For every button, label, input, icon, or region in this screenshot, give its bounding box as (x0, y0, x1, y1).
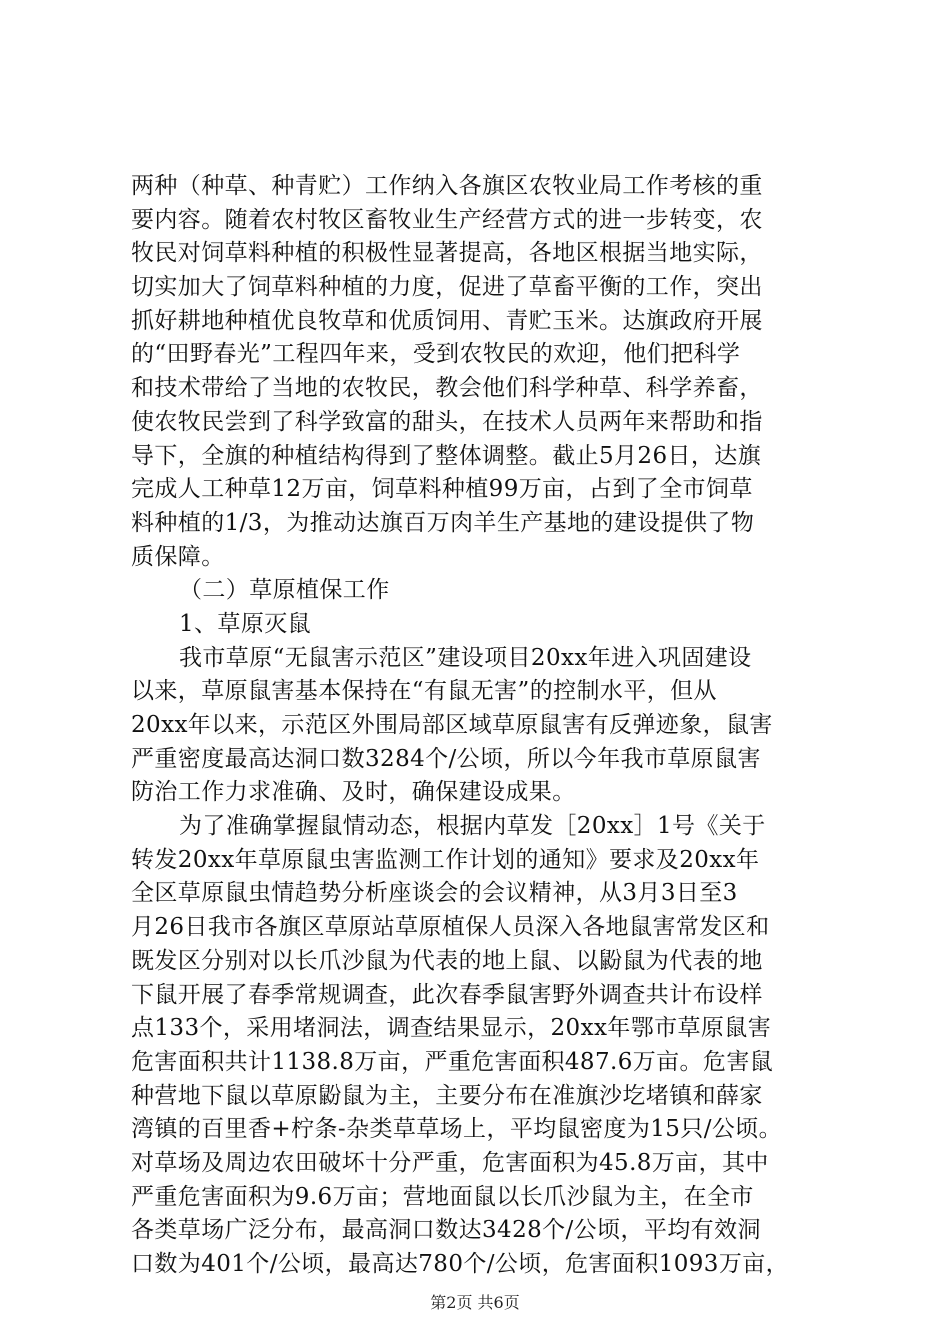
body-text-line: 抓好耕地种植优良牧草和优质饲用、青贮玉米。达旗政府开展 (131, 307, 763, 334)
section-heading: （二）草原植保工作 (179, 577, 390, 604)
body-text-line: 湾镇的百里香+柠条-杂类草草场上，平均鼠密度为15只/公顷。 (131, 1116, 783, 1143)
body-text-line: 转发20xx年草原鼠虫害监测工作计划的通知》要求及20xx年 (131, 846, 760, 873)
body-text-line: 导下，全旗的种植结构得到了整体调整。截止5月26日，达旗 (131, 442, 762, 469)
body-text-line: 严重危害面积为9.6万亩；营地面鼠以长爪沙鼠为主，在全市 (131, 1183, 754, 1210)
body-text-line: 的“田野春光”工程四年来，受到农牧民的欢迎，他们把科学 (131, 341, 741, 368)
body-text-line: 种营地下鼠以草原鼢鼠为主，主要分布在准旗沙圪堵镇和薛家 (131, 1082, 763, 1109)
document-body (131, 170, 851, 1282)
body-text-line: 两种（种草、种青贮）工作纳入各旗区农牧业局工作考核的重 (131, 173, 763, 199)
body-text-line: 为了准确掌握鼠情动态，根据内草发［20xx］1号《关于 (179, 813, 766, 840)
body-text-line: 口数为401个/公顷，最高达780个/公顷，危害面积1093万亩， (131, 1251, 790, 1277)
body-text-line: 质保障。 (131, 543, 225, 570)
body-text-line: 牧民对饲草料种植的积极性显著提高，各地区根据当地实际， (131, 240, 763, 267)
body-text-line: 完成人工种草12万亩，饲草料种植99万亩，占到了全市饲草 (131, 476, 753, 503)
body-text-line: 和技术带给了当地的农牧民，教会他们科学种草、科学养畜， (131, 375, 763, 402)
body-text-line: 以来，草原鼠害基本保持在“有鼠无害”的控制水平，但从 (131, 678, 717, 705)
body-text-line: 点133个，采用堵洞法，调查结果显示，20xx年鄂市草原鼠害 (131, 1015, 772, 1042)
subsection-heading: 1、草原灭鼠 (179, 610, 312, 637)
body-text-line: 各类草场广泛分布，最高洞口数达3428个/公顷，平均有效洞 (131, 1217, 761, 1244)
body-text-line: 20xx年以来，示范区外围局部区域草原鼠害有反弹迹象，鼠害 (131, 712, 773, 738)
page-number-footer: 第2页 共6页 (430, 1293, 520, 1312)
body-text-line: 既发区分别对以长爪沙鼠为代表的地上鼠、以鼢鼠为代表的地 (131, 947, 763, 974)
body-text-line: 全区草原鼠虫情趋势分析座谈会的会议精神，从3月3日至3 (131, 880, 738, 907)
body-text-line: 月26日我市各旗区草原站草原植保人员深入各地鼠害常发区和 (131, 914, 770, 941)
body-text-line: 危害面积共计1138.8万亩，严重危害面积487.6万亩。危害鼠 (131, 1048, 774, 1075)
body-text-line: 切实加大了饲草料种植的力度，促进了草畜平衡的工作，突出 (131, 274, 763, 301)
body-text-line: 料种植的1/3，为推动达旗百万肉羊生产基地的建设提供了物 (131, 509, 755, 536)
body-text-line: 要内容。随着农村牧区畜牧业生产经营方式的进一步转变，农 (131, 206, 763, 233)
body-text-line: 我市草原“无鼠害示范区”建设项目20xx年进入巩固建设 (179, 644, 752, 671)
body-text-line: 对草场及周边农田破坏十分严重，危害面积为45.8万亩，其中 (131, 1149, 769, 1176)
body-text-line: 防治工作力求准确、及时，确保建设成果。 (131, 779, 576, 806)
body-text-line: 使农牧民尝到了科学致富的甜头，在技术人员两年来帮助和指 (131, 408, 763, 435)
body-text-line: 下鼠开展了春季常规调查，此次春季鼠害野外调查共计布设样 (131, 981, 763, 1008)
body-text-line: 严重密度最高达洞口数3284个/公顷，所以今年我市草原鼠害 (131, 745, 761, 772)
